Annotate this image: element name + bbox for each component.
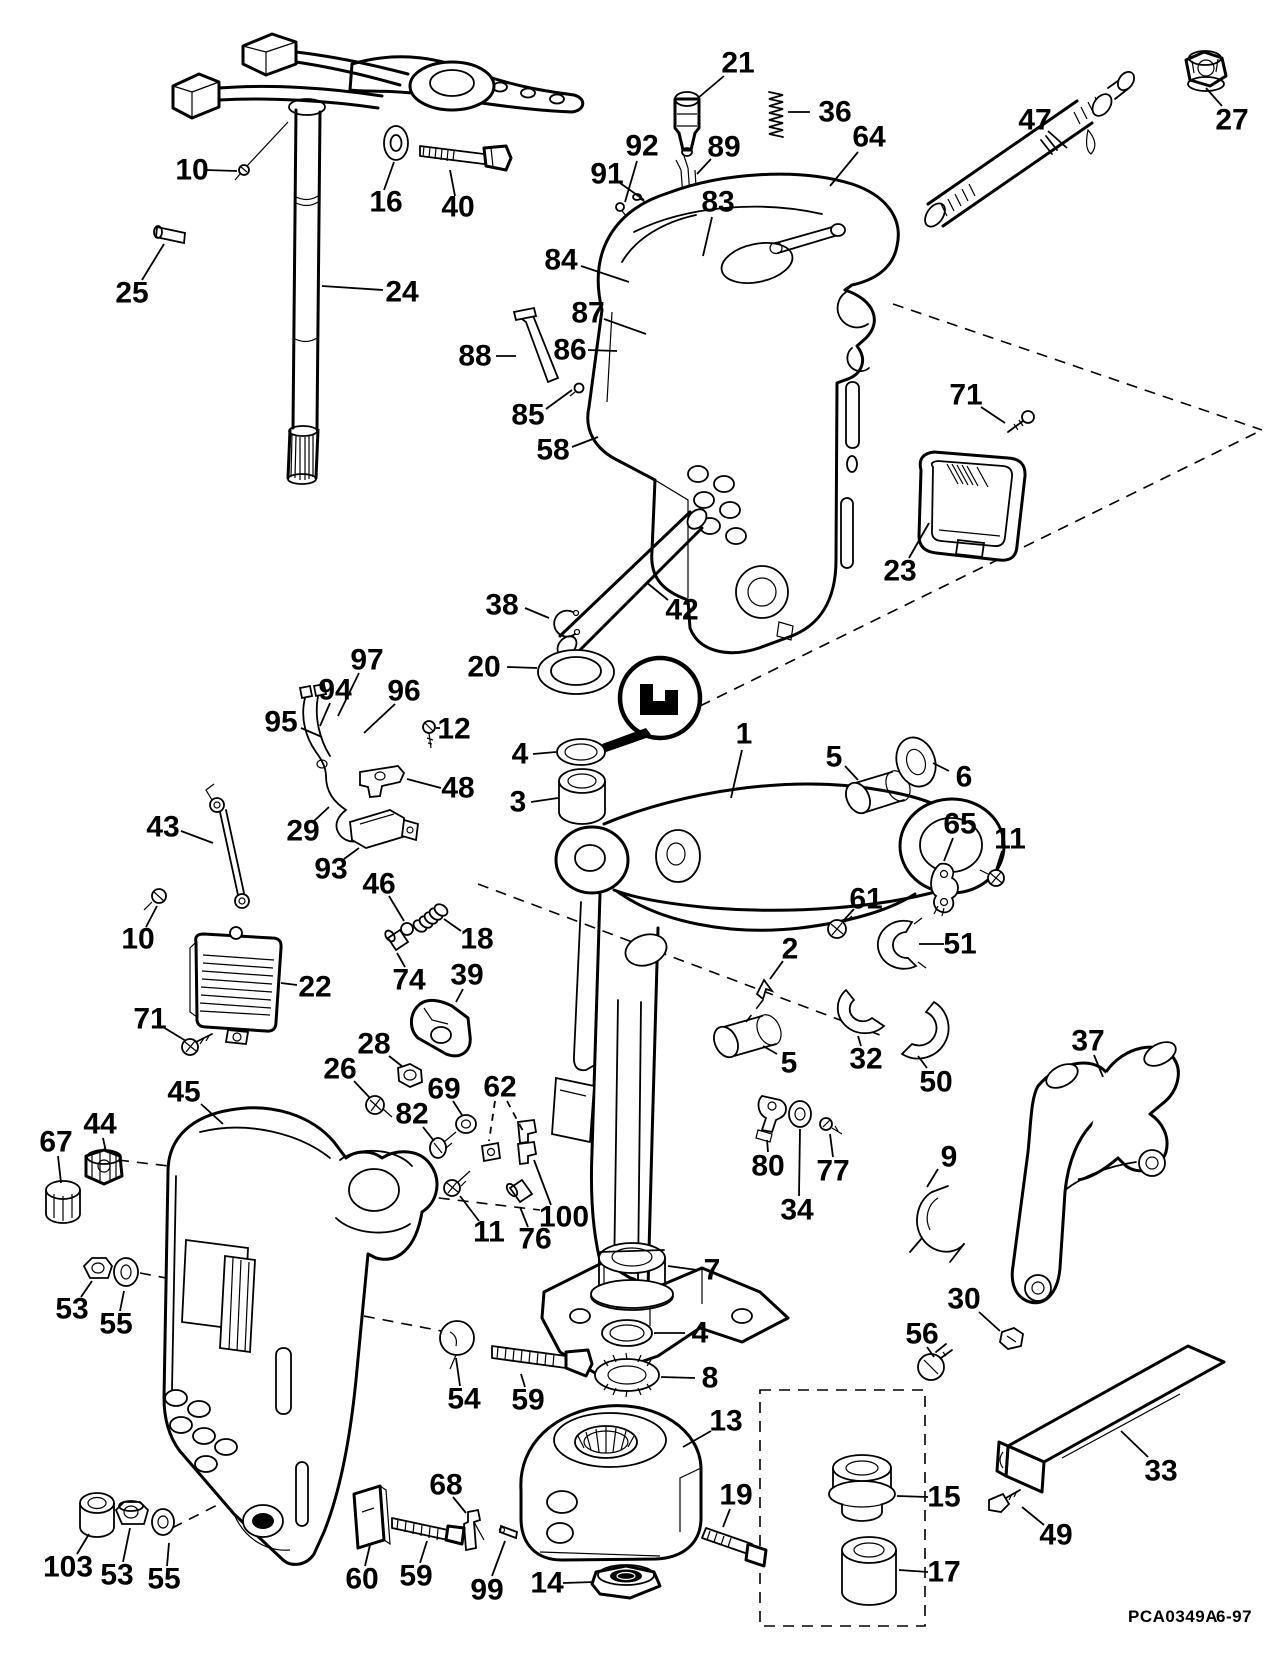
callout-53-label-88: 53 [100, 1558, 134, 1592]
callout-6-label-35: 6 [955, 760, 973, 794]
callout-46-label-42: 46 [362, 867, 396, 901]
leader-line-4-30 [533, 752, 556, 754]
spacer-17-drawing [842, 1537, 896, 1605]
leader-line-99-83 [492, 1541, 505, 1576]
callout-10-label-13: 10 [175, 153, 209, 187]
seal-detail-circle [602, 658, 700, 752]
callout-37-label-54: 37 [1071, 1024, 1105, 1058]
leader-line-86-9 [588, 350, 617, 351]
washer-16-drawing [384, 126, 408, 160]
link-43-drawing [206, 784, 249, 908]
washer-55-upper-drawing [114, 1258, 138, 1286]
callout-11-label-39: 11 [994, 822, 1026, 856]
callout-91-label-5: 91 [590, 157, 624, 191]
callout-13-label-72: 13 [709, 1404, 743, 1438]
leader-line-100-90 [534, 1160, 551, 1205]
callout-1-label-33: 1 [735, 717, 753, 751]
nut-44-drawing [86, 1150, 122, 1184]
leader-line-19-77 [723, 1509, 730, 1527]
callout-21-label-0: 21 [721, 46, 755, 80]
grille-22-drawing [190, 927, 281, 1044]
callout-99-label-83: 99 [470, 1573, 504, 1607]
nut-27-drawing [1186, 51, 1226, 91]
retainer-23-drawing [919, 452, 1025, 560]
callout-77-label-64: 77 [816, 1154, 850, 1188]
callout-23-label-21: 23 [883, 554, 917, 588]
callout-45-label-60: 45 [167, 1075, 201, 1109]
callout-8-label-71: 8 [701, 1361, 719, 1395]
screw-10-top-drawing [235, 122, 288, 180]
footer-date: 6-97 [1216, 1607, 1253, 1626]
bolt-49-drawing [989, 1490, 1020, 1512]
leader-line-20-24 [507, 667, 537, 668]
snap-ring-38-drawing [554, 611, 579, 637]
lever-37-drawing [1012, 1037, 1179, 1302]
leader-line-28-55 [389, 1056, 403, 1067]
leader-line-24-17 [322, 286, 383, 290]
callout-20-label-24: 20 [467, 650, 501, 684]
leader-line-71-20 [981, 407, 1005, 423]
bolt-71-left-drawing [182, 1034, 212, 1055]
callout-86-label-9: 86 [553, 333, 587, 367]
clip-48-drawing [360, 766, 404, 797]
bushing-3-drawing [559, 769, 605, 824]
callout-22-label-46: 22 [298, 970, 332, 1004]
callout-19-label-77: 19 [719, 1478, 753, 1512]
callout-93-label-37: 93 [314, 852, 348, 886]
washer-34-drawing [789, 1101, 811, 1127]
callout-88-label-10: 88 [458, 339, 492, 373]
leader-line-96-27 [364, 704, 395, 733]
cap-67-drawing [46, 1181, 80, 1223]
pin-25-drawing [154, 226, 185, 243]
callout-96-label-27: 96 [387, 674, 421, 708]
callout-82-label-58: 82 [395, 1097, 429, 1131]
nut-14-drawing [592, 1565, 660, 1598]
callout-11-label-92: 11 [473, 1215, 505, 1249]
callout-5-label-34: 5 [825, 740, 843, 774]
callout-14-label-84: 14 [530, 1566, 564, 1600]
callout-4-label-30: 4 [511, 737, 529, 771]
clamp-32-drawing [838, 990, 884, 1033]
callout-16-label-14: 16 [369, 185, 403, 219]
leader-line-5-52 [763, 1046, 777, 1054]
callout-24-label-17: 24 [385, 275, 419, 309]
callout-71-label-47: 71 [133, 1002, 167, 1036]
leader-line-67-62 [58, 1156, 61, 1183]
callout-71-label-20: 71 [949, 378, 983, 412]
callout-53-label-73: 53 [55, 1292, 89, 1326]
callout-59-label-86: 59 [399, 1559, 433, 1593]
callout-25-label-16: 25 [115, 276, 149, 310]
clip-68-drawing [464, 1510, 484, 1550]
callout-38-label-22: 38 [485, 588, 519, 622]
bolt-19-drawing [702, 1528, 766, 1566]
nut-53-lower-drawing [116, 1501, 148, 1524]
bushing-5-lower-drawing [709, 1011, 785, 1061]
callout-89-label-4: 89 [707, 130, 741, 164]
leader-line-3-32 [531, 798, 558, 802]
switch-93-drawing [350, 810, 418, 848]
leader-line-34-65 [799, 1129, 800, 1196]
screw-61-drawing [828, 916, 852, 938]
bolt-59-lower-drawing [392, 1518, 464, 1544]
latch-39-drawing [411, 1000, 470, 1055]
leader-line-43-40 [181, 831, 213, 843]
leader-line-22-46 [281, 983, 297, 985]
washer-6-drawing [890, 732, 942, 791]
leader-line-5-34 [845, 766, 858, 780]
callout-33-label-80: 33 [1144, 1454, 1178, 1488]
callout-83-label-6: 83 [701, 185, 735, 219]
callout-2-label-50: 2 [781, 932, 799, 966]
steering-bracket-13-drawing [521, 1406, 701, 1560]
callout-59-label-76: 59 [511, 1383, 545, 1417]
leader-line-30-67 [979, 1312, 1000, 1331]
callout-65-label-38: 65 [943, 807, 977, 841]
callout-92-label-3: 92 [625, 129, 659, 163]
callout-67-label-62: 67 [39, 1125, 73, 1159]
callout-56-label-68: 56 [905, 1317, 939, 1351]
callout-39-label-45: 39 [450, 958, 484, 992]
leader-line-7-69 [668, 1266, 697, 1270]
callout-49-label-81: 49 [1039, 1518, 1073, 1552]
nut-30-drawing [1000, 1328, 1023, 1349]
callout-95-label-28: 95 [264, 705, 298, 739]
callout-87-label-8: 87 [571, 296, 605, 330]
nut-53-upper-drawing [84, 1258, 112, 1278]
callout-48-label-31: 48 [441, 771, 475, 805]
bushing-103-drawing [80, 1493, 114, 1537]
callout-58-label-12: 58 [536, 433, 570, 467]
callout-97-label-25: 97 [350, 643, 384, 677]
leader-line-18-43 [444, 919, 461, 931]
leader-line-38-22 [525, 608, 549, 618]
screw-12-drawing [423, 721, 435, 748]
callout-47-label-18: 47 [1018, 103, 1052, 137]
screw-71-right-drawing [1008, 411, 1034, 432]
callout-55-label-89: 55 [147, 1562, 181, 1596]
clip-2-drawing [757, 980, 772, 999]
callout-7-label-69: 7 [703, 1253, 721, 1287]
callout-84-label-7: 84 [544, 243, 578, 277]
anode-33-drawing [997, 1346, 1224, 1492]
callout-27-label-19: 27 [1215, 103, 1249, 137]
spring-36-drawing [769, 92, 783, 137]
callout-55-label-74: 55 [99, 1307, 133, 1341]
callout-4-label-70: 4 [691, 1316, 709, 1350]
callout-32-label-51: 32 [849, 1042, 883, 1076]
retainer-51-drawing [878, 918, 926, 969]
leader-line-9-66 [927, 1169, 938, 1187]
transom-bracket-starboard-drawing [588, 174, 899, 652]
plunger-21-drawing [675, 92, 699, 156]
callout-54-label-75: 54 [447, 1382, 481, 1416]
callout-103-label-87: 103 [42, 1550, 94, 1584]
callout-17-label-79: 17 [927, 1555, 961, 1589]
seal-4-upper-drawing [557, 739, 605, 765]
callout-85-label-11: 85 [511, 398, 545, 432]
callout-26-label-56: 26 [323, 1052, 357, 1086]
callout-69-label-57: 69 [427, 1072, 461, 1106]
callout-74-label-44: 74 [392, 963, 426, 997]
leader-line-62-59 [507, 1101, 523, 1131]
callout-12-label-29: 12 [437, 712, 471, 746]
callout-42-label-23: 42 [665, 593, 699, 627]
leader-line-25-16 [142, 244, 164, 280]
spring-9-drawing [910, 1186, 964, 1262]
bolt-40-drawing [420, 146, 511, 170]
callout-5-label-52: 5 [780, 1046, 798, 1080]
callout-15-label-78: 15 [927, 1480, 961, 1514]
callout-43-label-40: 43 [146, 810, 180, 844]
clamp-50-drawing [902, 1002, 949, 1059]
callout-100-label-90: 100 [538, 1200, 590, 1234]
leader-line-85-11 [546, 390, 572, 409]
callout-76-label-91: 76 [518, 1222, 552, 1256]
leader-line-62-59 [489, 1101, 495, 1141]
detent-parts-drawing [383, 902, 449, 950]
callout-44-label-61: 44 [83, 1107, 117, 1141]
callout-62-label-59: 62 [483, 1070, 517, 1104]
leader-line-8-71 [661, 1377, 695, 1378]
leader-line-10-13 [206, 170, 237, 171]
callout-50-label-53: 50 [919, 1065, 953, 1099]
leader-line-33-80 [1121, 1431, 1148, 1457]
leader-line-14-84 [563, 1582, 594, 1583]
leader-line-21-0 [698, 76, 724, 98]
callout-61-label-48: 61 [849, 882, 883, 916]
callout-64-label-2: 64 [852, 120, 886, 154]
callout-9-label-66: 9 [940, 1140, 958, 1174]
callout-34-label-65: 34 [780, 1193, 814, 1227]
callout-60-label-85: 60 [345, 1562, 379, 1596]
footer-code: PCA0349A [1128, 1607, 1218, 1626]
callout-28-label-55: 28 [357, 1027, 391, 1061]
callout-36-label-1: 36 [818, 95, 852, 129]
leader-line-53-88 [123, 1528, 130, 1562]
callout-29-label-36: 29 [286, 814, 320, 848]
pad-60-drawing [354, 1486, 390, 1548]
washer-55-lower-drawing [152, 1509, 174, 1535]
washer-20-drawing [538, 650, 614, 694]
callout-80-label-63: 80 [751, 1149, 785, 1183]
callout-68-label-82: 68 [429, 1468, 463, 1502]
screw-77-drawing [820, 1118, 842, 1134]
leader-line-1-33 [731, 750, 742, 798]
link-80-drawing [756, 1096, 786, 1142]
callout-94-label-26: 94 [318, 673, 352, 707]
stern-bracket-port-drawing [164, 1108, 437, 1565]
leader-line-48-31 [407, 779, 441, 788]
callout-10-label-41: 10 [121, 922, 155, 956]
tilt-tube-47-drawing [921, 69, 1137, 230]
callout-3-label-32: 3 [509, 785, 527, 819]
screw-10-left-drawing [144, 889, 166, 910]
callout-18-label-43: 18 [460, 922, 494, 956]
leader-line-15-78 [897, 1496, 928, 1497]
callout-40-label-15: 40 [441, 190, 475, 224]
bolt-59-upper-drawing [492, 1346, 592, 1376]
bushing-15-drawing [829, 1455, 895, 1521]
link-65-drawing [931, 864, 958, 916]
callout-30-label-67: 30 [947, 1282, 981, 1316]
pin-99-drawing [500, 1526, 518, 1538]
leader-line-17-79 [899, 1570, 928, 1572]
callout-51-label-49: 51 [943, 927, 977, 961]
